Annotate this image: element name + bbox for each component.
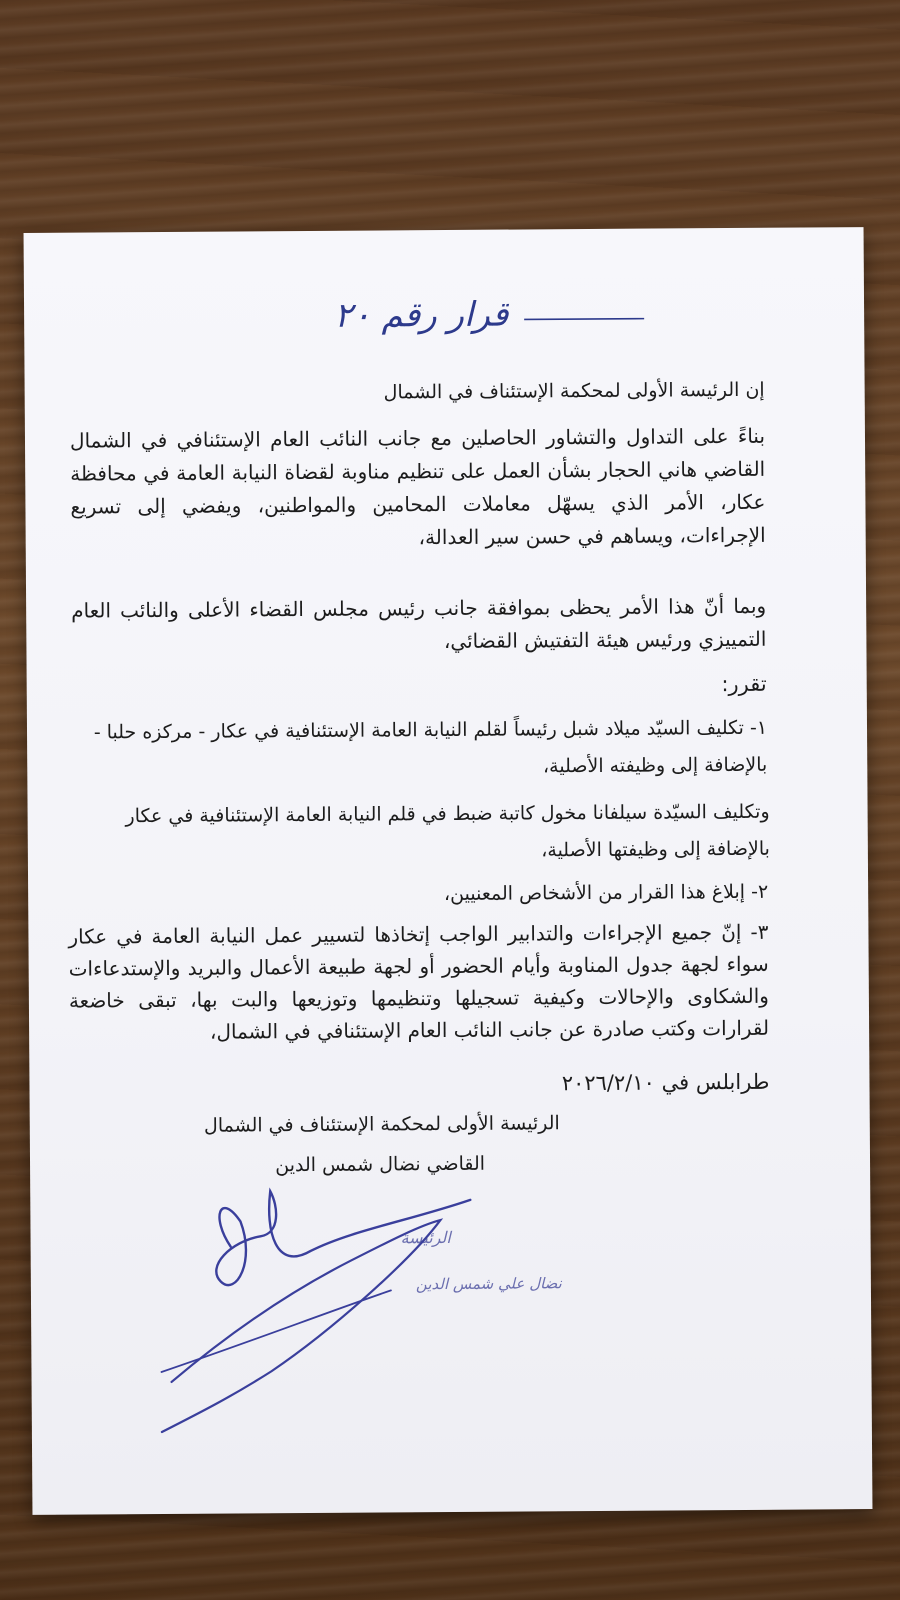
title-underline	[524, 319, 644, 320]
preamble-paragraph: بناءً على التداول والتشاور الحاصلين مع جانب النائب العام الإستئنافي في الشمال القاضي هاني الحجار بشأن العمل على تنظيم مناوبة لقضاة النيابة العامة في محافظة عكار، الأمر الذي يسهّل معاملات المحامين والمواطنين، ويفضي إلى تسريع الإجراءات، ويساهم في حسن سير العدالة،	[69, 423, 766, 550]
decision-item-1: ١- تكليف السيّد ميلاد شبل رئيساً لقلم النيابة العامة الإستئنافية في عكار - مركزه حلبا - بالإضافة إلى وظيفته الأصلية،	[93, 716, 768, 778]
decision-item-3: ٣- إنّ جميع الإجراءات والتدابير الواجب إتخاذها لتسيير عمل النيابة العامة في عكار سواء لجهة جدول المناوبة وأيام الحضور أو لجهة طبيعة الأعمال والبريد والإستدعاءات والشكاوى والإحالات وكيفية تسجيلها وتنظيمها وتوزيعها والبت بها، تبقى خاضعة لقرارات وكتب صادرة عن جانب النائب العام الإستئنافي في الشمال،	[68, 919, 770, 1044]
decision-item-1-continued: وتكليف السيّدة سيلفانا مخول كاتبة ضبط في قلم النيابة العامة الإستئنافية في عكار بالإضافة إلى وظيفتها الأصلية،	[125, 800, 770, 862]
decision-paper	[24, 227, 873, 1515]
signature-sweep	[160, 1220, 441, 1432]
signatory-name: القاضي نضال شمس الدين	[275, 1152, 486, 1177]
approval-paragraph: وبما أنّ هذا الأمر يحظى بموافقة جانب رئيس مجلس القضاء الأعلى والنائب العام التمييزي ورئيس هيئة التفتيش القضائي،	[71, 593, 767, 654]
decides-heading: تقرر:	[721, 671, 767, 697]
date-line: طرابلس في ٢٠٢٦/٢/١٠	[561, 1069, 770, 1096]
signature-stamp-name: نضال علي شمس الدين	[415, 1274, 562, 1294]
decision-item-2: ٢- إبلاغ هذا القرار من الأشخاص المعنيين،	[443, 880, 769, 906]
ink-marks	[24, 227, 873, 1515]
signature-loop	[216, 1190, 471, 1285]
handwritten-decision-number: قرار رقم ٢٠	[333, 294, 509, 336]
salutation-line: إن الرئيسة الأولى لمحكمة الإستئناف في الشمال	[383, 378, 765, 404]
signature-stamp-title: الرئيسة	[400, 1227, 451, 1248]
signatory-title: الرئيسة الأولى لمحكمة الإستئناف في الشمال	[203, 1112, 560, 1137]
